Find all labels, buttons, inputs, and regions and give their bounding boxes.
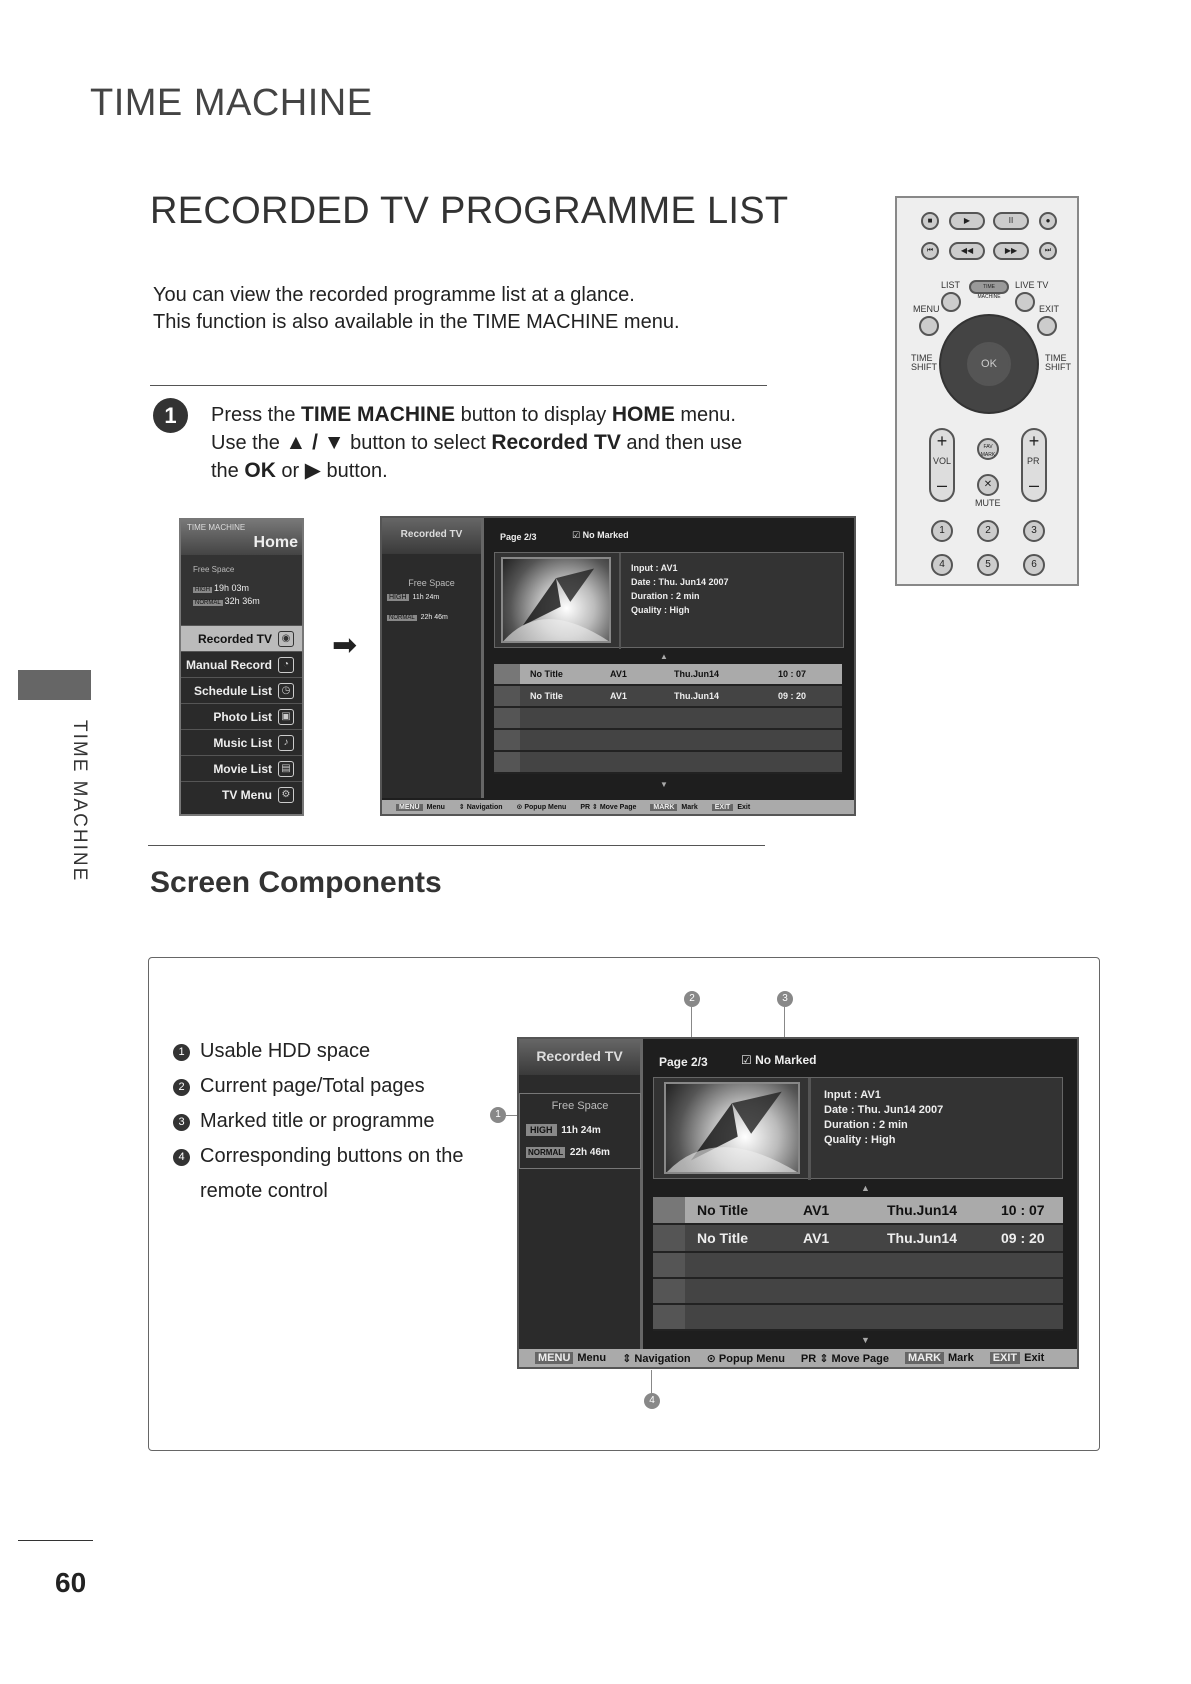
popup-hint: ⊙ Popup Menu [706, 1352, 785, 1365]
small-free-high: HIGH 11h 24m [389, 594, 440, 601]
side-label: TIME MACHINE [69, 720, 90, 883]
free-space-normal: NORMAL 32h 36m [195, 596, 260, 606]
number-6-button[interactable]: 6 [1023, 554, 1045, 576]
record-button[interactable]: ● [1039, 212, 1057, 230]
large-free-normal: NORMAL 22h 46m [528, 1147, 610, 1158]
menu-hint: MENU Menu [396, 804, 445, 811]
callout-3: 3 [777, 991, 793, 1007]
exit-button[interactable] [1037, 316, 1057, 336]
ok-button[interactable]: OK [967, 342, 1011, 386]
number-1-button[interactable]: 1 [931, 520, 953, 542]
large-marked-indicator: ☑ No Marked [741, 1053, 817, 1067]
arrow-right-icon: ➡ [332, 629, 358, 662]
intro-text [153, 282, 680, 336]
small-free-normal: NORMAL 22h 46m [389, 614, 448, 621]
large-info-box [653, 1077, 1063, 1179]
small-row-3[interactable] [494, 708, 842, 730]
large-row-1[interactable]: No Title AV1 Thu.Jun14 10 : 07 [653, 1197, 1063, 1225]
menu-button[interactable] [919, 316, 939, 336]
checkbox-icon[interactable] [494, 730, 520, 750]
recorded-tv-screen-small [380, 516, 856, 816]
time-shift-left-label: TIME SHIFT [911, 353, 937, 372]
step-instructions: Press the TIME MACHINE button to display HOME menu. Use the ▲ / ▼ button to select Recorded TV and then use the OK or ▶ button. [211, 403, 743, 482]
home-menu-brand: TIME MACHINE [187, 523, 246, 532]
home-free-space [181, 555, 302, 625]
move-page-hint: PR ⇕ Move Page [800, 1352, 890, 1365]
checkbox-icon[interactable] [494, 664, 520, 684]
stop-button[interactable]: ■ [921, 212, 939, 230]
fav-mark-button[interactable]: FAV MARK [977, 438, 999, 460]
vol-label: VOL [933, 456, 952, 466]
legend-item-1: 1 Usable HDD space [173, 1034, 464, 1069]
list-button[interactable] [941, 292, 961, 312]
small-row-4[interactable] [494, 730, 842, 752]
exit-hint: EXIT Exit [712, 804, 750, 811]
intro-line-1: You can view the recorded programme list at a glance. [153, 284, 635, 306]
checkbox-icon[interactable] [494, 708, 520, 728]
small-recording-list [494, 664, 842, 774]
small-screen-title: Recorded TV [382, 518, 481, 554]
callout-4: 4 [644, 1393, 660, 1409]
scroll-down-icon[interactable]: ▼ [861, 1335, 870, 1345]
side-tab-marker [18, 670, 91, 700]
checkbox-icon[interactable] [653, 1225, 685, 1251]
nav-hint: ⇕ Navigation [458, 804, 503, 811]
free-space-label: Free Space [193, 565, 235, 574]
scroll-down-icon[interactable]: ▼ [660, 780, 668, 789]
number-4-button[interactable]: 4 [931, 554, 953, 576]
large-page-indicator: Page 2/3 [659, 1055, 708, 1069]
rewind-button[interactable]: ◀◀ [949, 242, 985, 260]
small-left-panel [382, 518, 484, 798]
number-2-button[interactable]: 2 [977, 520, 999, 542]
mute-button[interactable]: ✕ [977, 474, 999, 496]
exit-hint: EXIT Exit [990, 1352, 1045, 1364]
manual-record-icon: ◔ [278, 657, 294, 673]
recorded-tv-screen-large [517, 1037, 1079, 1369]
page-heading: RECORDED TV PROGRAMME LIST [150, 190, 789, 232]
volume-rocker[interactable]: + – [929, 428, 955, 502]
skip-forward-button[interactable]: ⏭ [1039, 242, 1057, 260]
time-machine-button[interactable]: TIME MACHINE [969, 280, 1009, 294]
mark-hint: MARK Mark [905, 1352, 974, 1364]
large-row-5[interactable] [653, 1305, 1063, 1331]
pr-label: PR [1027, 456, 1040, 466]
large-free-space-box [519, 1093, 641, 1169]
nav-hint: ⇕ Navigation [622, 1352, 691, 1365]
large-info-lines: Input : AV1 Date : Thu. Jun14 2007 Duration : 2 min Quality : High [824, 1089, 944, 1146]
list-label: LIST [941, 280, 961, 290]
small-free-space-label: Free Space [408, 578, 455, 588]
home-menu-title: Home [253, 534, 298, 551]
small-row-1[interactable]: No Title AV1 Thu.Jun14 10 : 07 [494, 664, 842, 686]
photo-list-icon: ▣ [278, 709, 294, 725]
checkbox-icon[interactable] [494, 752, 520, 772]
number-3-button[interactable]: 3 [1023, 520, 1045, 542]
checkbox-icon[interactable] [653, 1253, 685, 1277]
move-page-hint: PR ⇕ Move Page [580, 804, 637, 811]
divider [148, 845, 765, 846]
checkbox-icon[interactable] [494, 686, 520, 706]
time-shift-right-label: TIME SHIFT [1045, 353, 1071, 372]
home-item-tv-menu[interactable]: TV Menu ⚙ [181, 781, 302, 807]
large-free-high: HIGH 11h 24m [526, 1124, 601, 1136]
large-row-4[interactable] [653, 1279, 1063, 1305]
large-left-panel [519, 1039, 643, 1349]
small-info-box [494, 552, 844, 648]
section-title: TIME MACHINE [90, 82, 373, 124]
popup-hint: ⊙ Popup Menu [516, 804, 567, 811]
components-legend [173, 1034, 464, 1209]
play-button[interactable]: ▶ [949, 212, 985, 230]
large-free-space-label: Free Space [551, 1100, 609, 1112]
legend-item-2: 2 Current page/Total pages [173, 1069, 464, 1104]
large-row-2[interactable]: No Title AV1 Thu.Jun14 09 : 20 [653, 1225, 1063, 1253]
menu-label: MENU [913, 304, 940, 314]
large-row-3[interactable] [653, 1253, 1063, 1279]
recorded-tv-icon: ◉ [278, 631, 294, 647]
butterfly-thumbnail [664, 1082, 800, 1174]
small-bottom-bar [382, 800, 854, 814]
home-item-schedule-list[interactable]: Schedule List ◷ [181, 677, 302, 703]
menu-hint: MENU Menu [535, 1352, 606, 1364]
mute-label: MUTE [975, 498, 1001, 508]
home-item-photo-list[interactable]: Photo List ▣ [181, 703, 302, 729]
live-tv-label: LIVE TV [1015, 280, 1049, 290]
home-item-manual-record[interactable]: Manual Record ◔ [181, 651, 302, 677]
large-bottom-bar [519, 1349, 1077, 1367]
checkbox-icon[interactable] [653, 1279, 685, 1303]
small-page-indicator: Page 2/3 [500, 532, 537, 542]
large-recording-list [653, 1197, 1063, 1331]
intro-line-2: This function is also available in the TIME MACHINE menu. [153, 311, 680, 333]
footer-rule [18, 1540, 93, 1541]
callout-2: 2 [684, 991, 700, 1007]
checkbox-icon[interactable] [653, 1197, 685, 1223]
exit-label: EXIT [1039, 304, 1060, 314]
home-item-recorded-tv[interactable]: Recorded TV ◉ [181, 625, 302, 651]
fast-forward-button[interactable]: ▶▶ [993, 242, 1029, 260]
tv-menu-icon: ⚙ [278, 787, 294, 803]
checkbox-icon[interactable] [653, 1305, 685, 1329]
small-info-lines: Input : AV1 Date : Thu. Jun14 2007 Duration : 2 min Quality : High [631, 563, 729, 615]
home-menu-header [181, 520, 302, 555]
home-item-movie-list[interactable]: Movie List ▤ [181, 755, 302, 781]
legend-item-4-cont: remote control [200, 1180, 328, 1202]
large-screen-title: Recorded TV [519, 1039, 640, 1075]
page-number: 60 [55, 1567, 87, 1598]
home-menu [179, 518, 304, 816]
legend-item-4: 4 Corresponding buttons on the [173, 1139, 464, 1174]
step-number: 1 [153, 398, 188, 433]
free-space-high: HIGH 19h 03m [195, 583, 250, 593]
remote-control [895, 196, 1079, 586]
small-marked-indicator: ☑ No Marked [572, 530, 629, 540]
programme-rocker[interactable]: + – [1021, 428, 1047, 502]
butterfly-thumbnail [501, 557, 611, 643]
pause-button[interactable]: II [993, 212, 1029, 230]
schedule-list-icon: ◷ [278, 683, 294, 699]
callout-1: 1 [490, 1107, 506, 1123]
scroll-up-icon[interactable]: ▲ [861, 1183, 870, 1193]
divider [150, 385, 767, 386]
mark-hint: MARK Mark [650, 804, 697, 811]
music-list-icon: ♪ [278, 735, 294, 751]
small-row-2[interactable]: No Title AV1 Thu.Jun14 09 : 20 [494, 686, 842, 708]
skip-back-button[interactable]: ⏮ [921, 242, 939, 260]
movie-list-icon: ▤ [278, 761, 294, 777]
components-heading: Screen Components [150, 866, 442, 899]
callout-4-line [651, 1370, 652, 1393]
scroll-up-icon[interactable]: ▲ [660, 652, 668, 661]
legend-item-3: 3 Marked title or programme [173, 1104, 464, 1139]
live-tv-button[interactable] [1015, 292, 1035, 312]
number-5-button[interactable]: 5 [977, 554, 999, 576]
small-row-5[interactable] [494, 752, 842, 774]
home-item-music-list[interactable]: Music List ♪ [181, 729, 302, 755]
